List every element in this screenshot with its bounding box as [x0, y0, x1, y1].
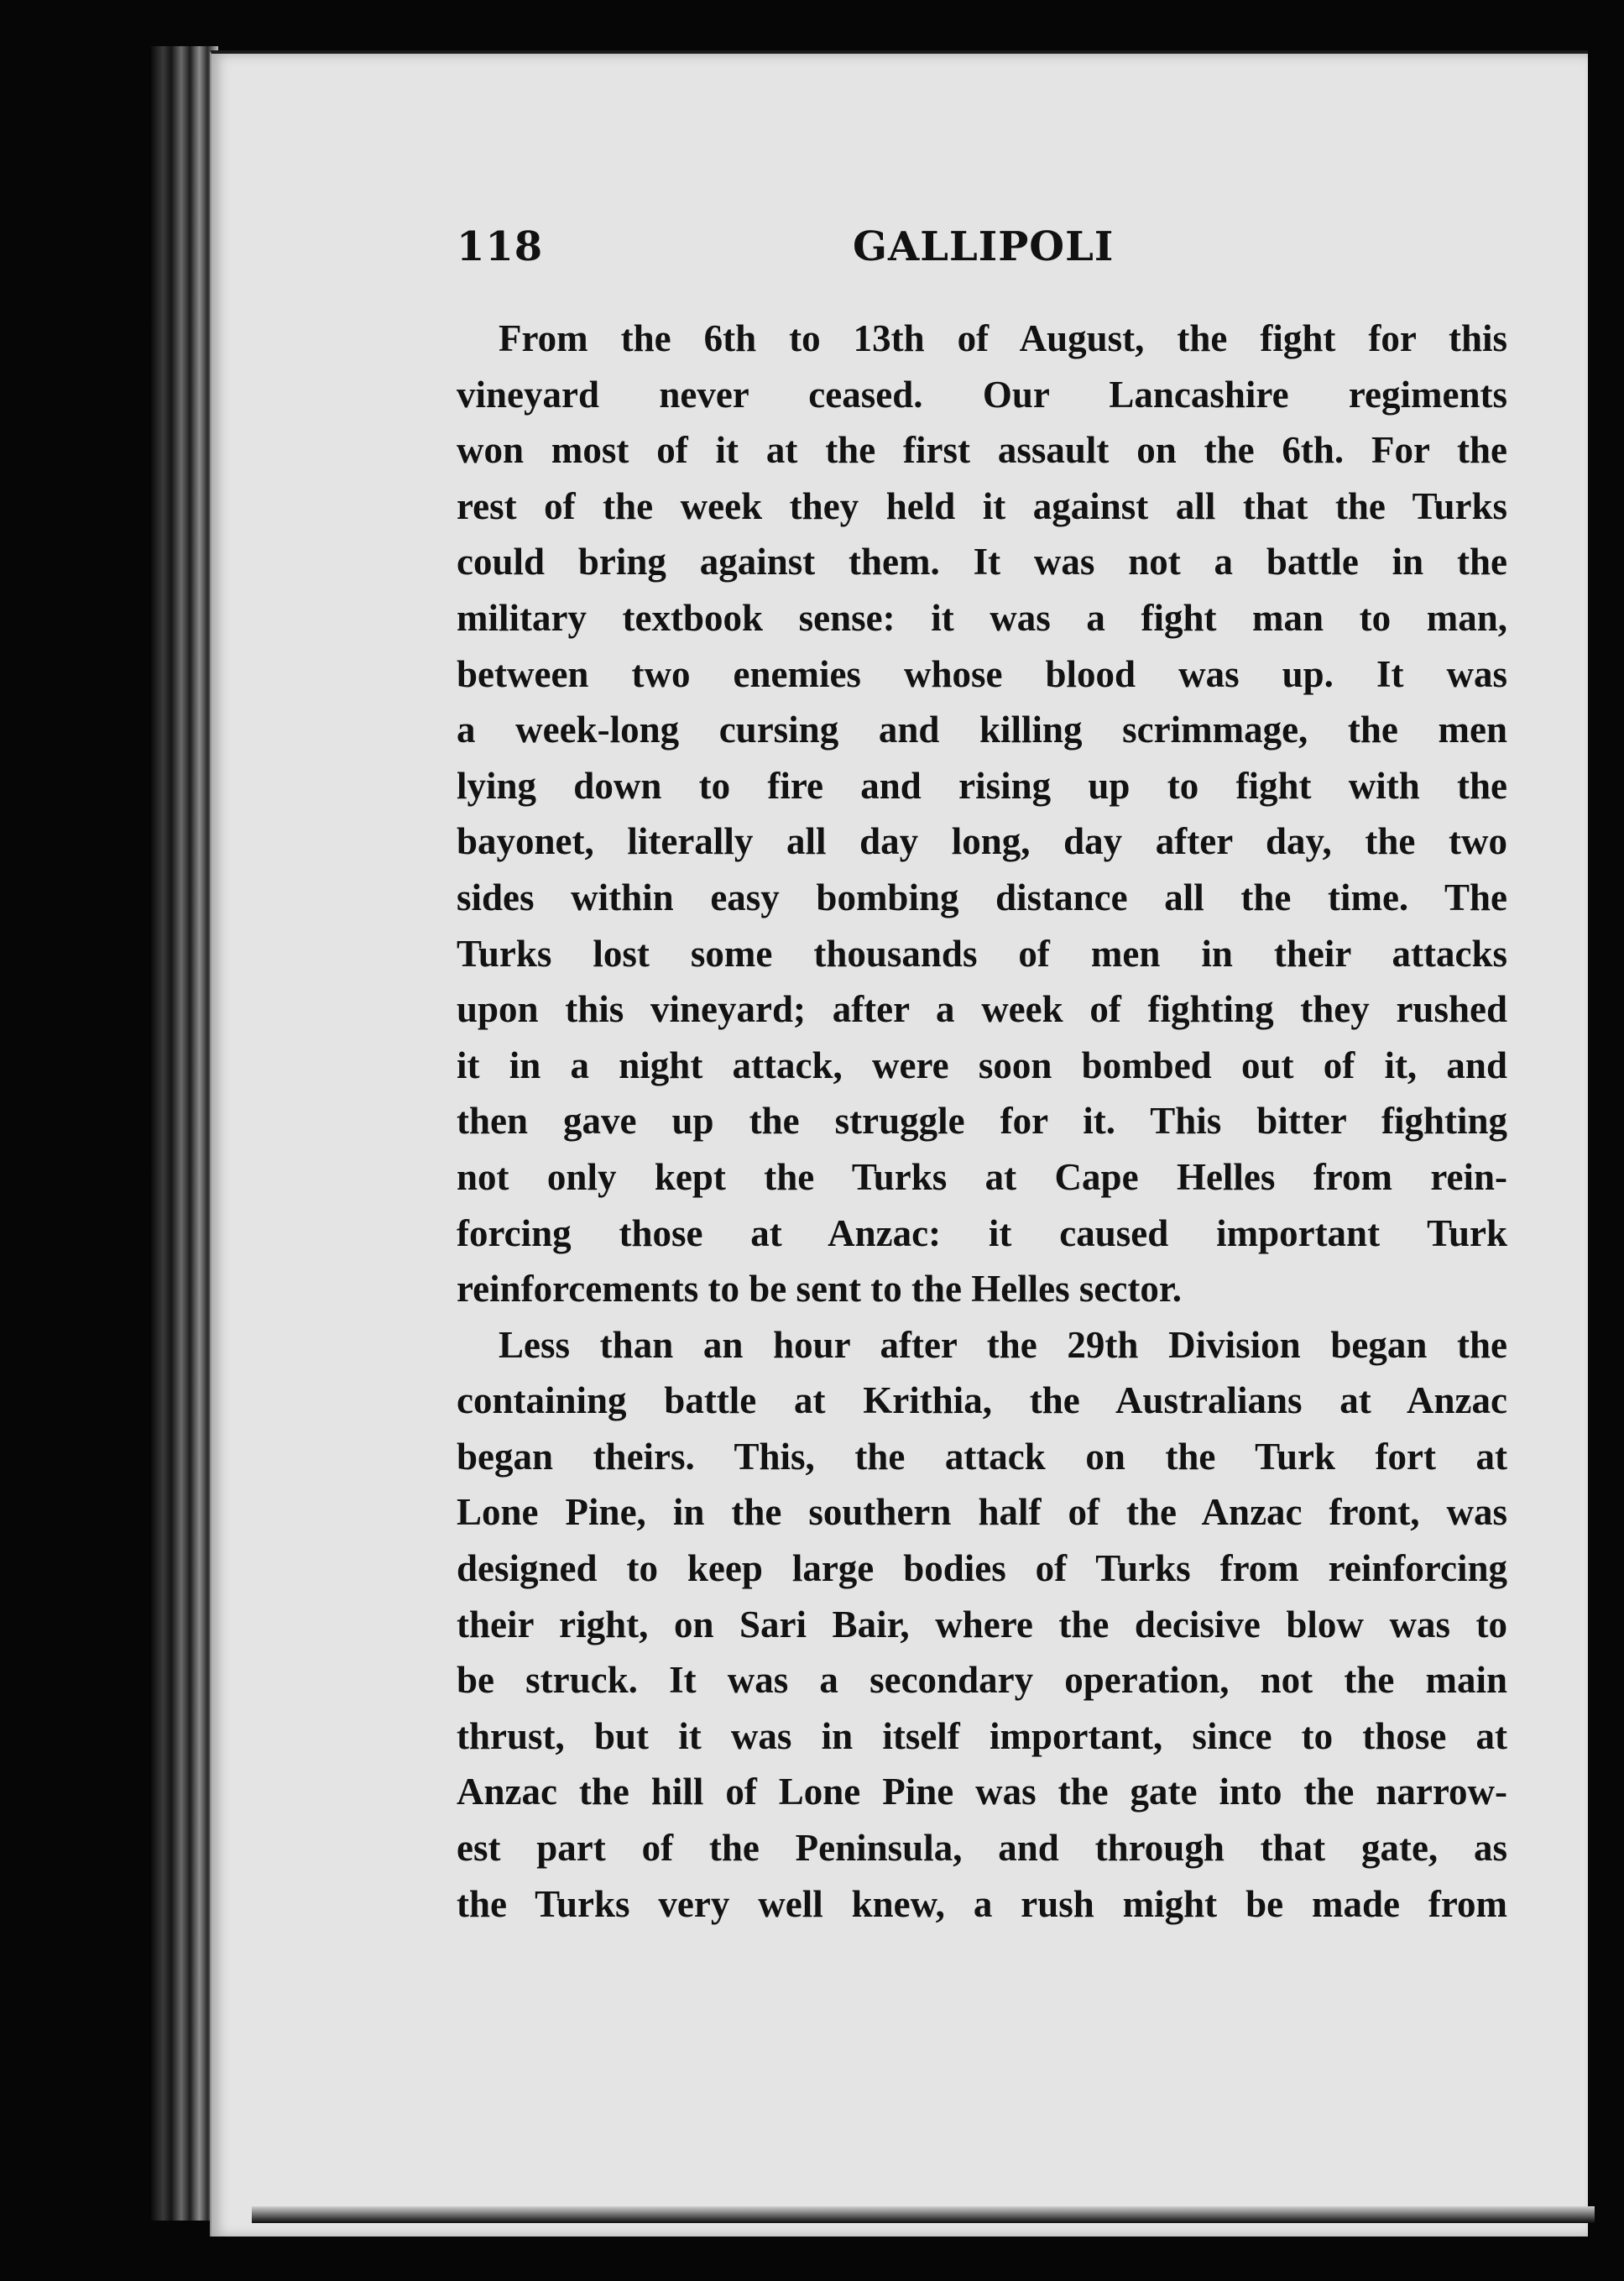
text-line: be struck. It was a secondary operation, not the main [457, 1659, 1507, 1702]
text-line: their right, on Sari Bair, where the decisive blow was to [457, 1603, 1507, 1645]
page-number: 118 [457, 223, 544, 270]
paragraph-1 [457, 311, 1507, 1317]
text-line: thrust, but it was in itself important, since to those at [457, 1714, 1507, 1757]
text-line: From the 6th to 13th of August, the fight for this [499, 317, 1507, 359]
text-line: sides within easy bombing distance all the time. The [457, 876, 1507, 918]
text-line: vineyard never ceased. Our Lancashire regiments [457, 373, 1507, 416]
book-edge [151, 46, 218, 2221]
text-line: military textbook sense: it was a fight man to man, [457, 596, 1507, 639]
text-line: could bring against them. It was not a battle in the [457, 541, 1507, 583]
text-line: lying down to fire and rising up to fight with the [457, 764, 1507, 807]
text-line: upon this vineyard; after a week of fighting they rushed [457, 988, 1507, 1031]
text-line: a week-long cursing and killing scrimmage, the men [457, 709, 1507, 751]
text-line: Lone Pine, in the southern half of the Anzac front, was [457, 1491, 1507, 1534]
text-line: designed to keep large bodies of Turks from reinforcing [457, 1547, 1507, 1590]
page-header [248, 223, 1524, 285]
text-line: won most of it at the first assault on the 6th. For the [457, 429, 1507, 472]
text-line: began theirs. This, the attack on the Turk fort at [457, 1435, 1507, 1478]
text-line: Turks lost some thousands of men in their attacks [457, 932, 1507, 975]
paragraph-2 [457, 1317, 1507, 1933]
text-line: containing battle at Krithia, the Australians at Anzac [457, 1379, 1507, 1422]
running-head: GALLIPOLI [853, 223, 1115, 270]
text-line: Less than an hour after the 29th Division began the [499, 1323, 1507, 1366]
body-text [457, 311, 1507, 1932]
text-line: not only kept the Turks at Cape Helles from rein- [457, 1155, 1507, 1198]
text-line: rest of the week they held it against all that the Turks [457, 484, 1507, 527]
text-line: bayonet, literally all day long, day after day, the two [457, 820, 1507, 863]
text-line: Anzac the hill of Lone Pine was the gate into the narrow- [457, 1771, 1507, 1813]
text-line: then gave up the struggle for it. This bitter fighting [457, 1100, 1507, 1143]
text-line: reinforcements to be sent to the Helles sector. [457, 1268, 1182, 1311]
text-line: it in a night attack, were soon bombed out of it, and [457, 1044, 1507, 1086]
text-line: forcing those at Anzac: it caused important Turk [457, 1211, 1507, 1254]
text-line: between two enemies whose blood was up. It was [457, 652, 1507, 695]
text-line: the Turks very well knew, a rush might be made from [457, 1882, 1507, 1925]
text-line: est part of the Peninsula, and through that gate, as [457, 1827, 1507, 1870]
page-bottom-edge [252, 2206, 1595, 2223]
